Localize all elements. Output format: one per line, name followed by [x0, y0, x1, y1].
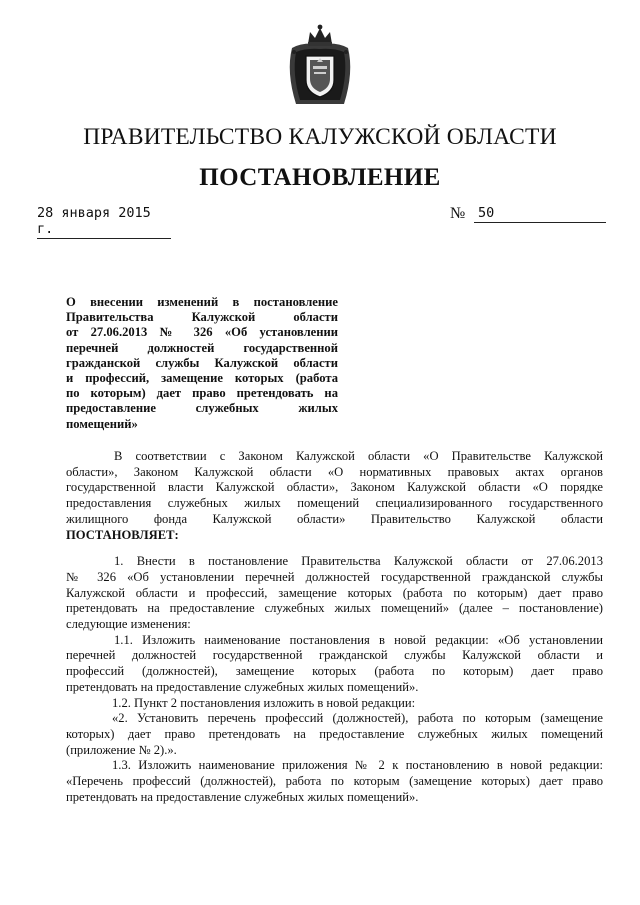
paragraph-1-1-line: претендовать на предоставление служебных жилых помещений».	[66, 679, 419, 694]
document-date: 28 января 2015 г.	[37, 205, 171, 239]
paragraph-1-3-line: 1.3. Изложить наименование приложения № 2 к постановлению в новой редакции:	[112, 758, 603, 773]
kaluga-coat-of-arms-icon	[284, 22, 356, 110]
paragraph-1-1-line: перечней должностей государственной гражданской службы Калужской области и	[66, 648, 603, 663]
subject-line: и профессий, замещение которых (работа	[66, 371, 338, 386]
subject-line: помещений»	[66, 416, 138, 431]
paragraph-1-line: № 326 «Об установлении перечней должностей государственной гражданской службы	[66, 569, 603, 584]
paragraph-1-1-line: профессий (должностей), замещение которых (работа по которым) дает право	[66, 664, 603, 679]
subject-line: Правительства Калужской области	[66, 310, 338, 325]
preamble-line: жилищного фонда Калужской области» Правительство Калужской области	[66, 511, 603, 526]
paragraph-1-3-line: претендовать на предоставление служебных жилых помещений».	[66, 789, 419, 804]
paragraph-1-line: претендовать на предоставление служебных жилых помещений» (далее – постановление)	[66, 601, 603, 616]
paragraph-1-line: 1. Внести в постановление Правительства Калужской области от 27.06.2013	[114, 554, 603, 569]
organization-title: ПРАВИТЕЛЬСТВО КАЛУЖСКОЙ ОБЛАСТИ	[83, 124, 557, 150]
paragraph-1-3-line: «Перечень профессий (должностей), работа по которым (замещение которых) дает право	[66, 774, 603, 789]
preamble-line: предоставления служебных жилых помещений специализированного государственного	[66, 496, 603, 511]
resolves-keyword: ПОСТАНОВЛЯЕТ:	[66, 527, 179, 542]
preamble-line: области», Законом Калужской области «О нормативных правовых актах органов	[66, 464, 603, 479]
subject-line: гражданской службы Калужской области	[66, 355, 338, 370]
subject-line: от 27.06.2013 № 326 «Об установлении	[66, 325, 338, 340]
paragraph-1-2-line: 1.2. Пункт 2 постановления изложить в новой редакции:	[112, 695, 416, 710]
paragraph-1-2-quote-line: «2. Установить перечень профессий (должностей), работа по которым (замещение	[112, 711, 603, 726]
paragraph-gap	[66, 543, 603, 554]
preamble-line: В соответствии с Законом Калужской области «О Правительстве Калужской	[114, 449, 603, 463]
paragraph-1-2-quote-line: которых) дает право претендовать на предоставление служебных жилых помещений	[66, 726, 603, 741]
subject-line: перечней должностей государственной	[66, 340, 338, 355]
subject-line: по которым) дает право претендовать на	[66, 386, 338, 401]
document-number: 50	[474, 205, 606, 223]
paragraph-1-line: Калужской области и профессий, замещение которых (работа по которым) дает право	[66, 585, 603, 600]
number-sign: №	[450, 205, 466, 222]
document-body	[66, 449, 603, 805]
document-type-heading: ПОСТАНОВЛЕНИЕ	[199, 164, 441, 191]
paragraph-1-2-quote-line: (приложение № 2).».	[66, 742, 177, 757]
paragraph-1-1-line: 1.1. Изложить наименование постановления в новой редакции: «Об установлении	[114, 632, 603, 647]
document-subject	[66, 295, 338, 432]
preamble-line: государственной власти Калужской области», Законом Калужской области «О порядке	[66, 480, 603, 495]
paragraph-1-line: следующие изменения:	[66, 617, 191, 632]
subject-line: предоставление служебных жилых	[66, 401, 338, 416]
subject-line: О внесении изменений в постановление	[66, 295, 338, 309]
